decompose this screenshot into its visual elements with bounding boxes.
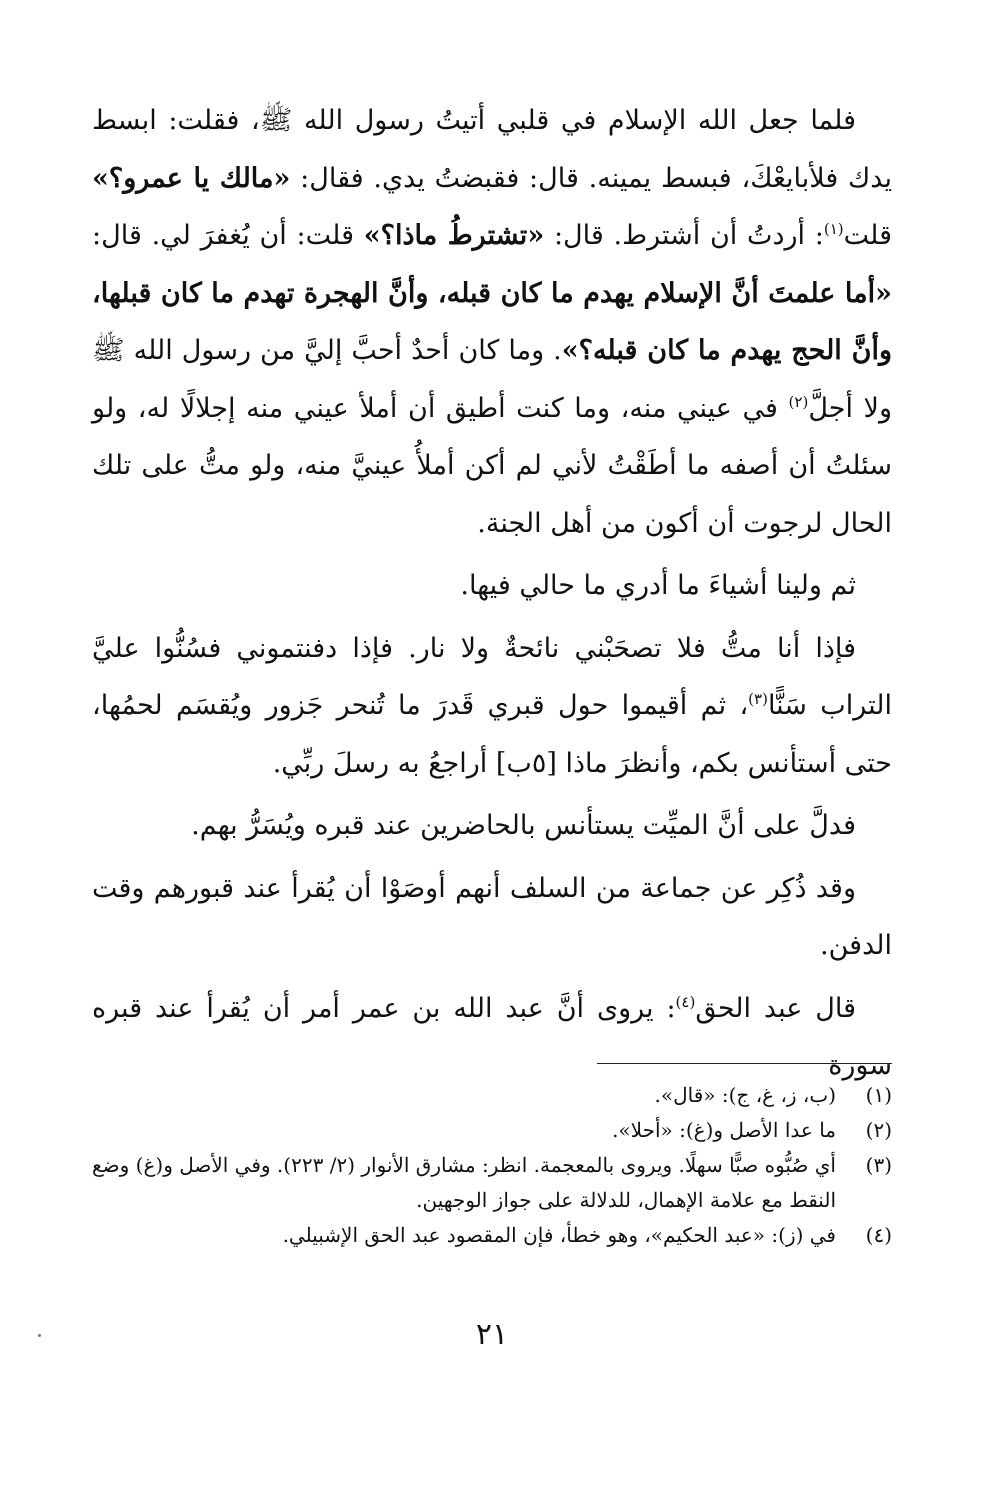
- scan-speck: [38, 1334, 41, 1337]
- footnote: [92, 1148, 892, 1218]
- footnote-text: في (ز): «عبد الحكيم»، وهو خطأ، فإن المقصود عبد الحق الإشبيلي.: [282, 1223, 836, 1247]
- text-segment: قلت: [843, 220, 893, 251]
- footnote-marker: (٤): [675, 992, 696, 1011]
- footnote-number: (٣): [865, 1153, 892, 1177]
- footnote: [92, 1218, 892, 1253]
- main-text: [92, 92, 892, 1100]
- footnote: [92, 1078, 892, 1113]
- footnote-marker: (٢): [788, 392, 809, 411]
- footnote-marker: (١): [823, 220, 844, 238]
- hadith-quote: «مالك يا عمرو؟»: [92, 162, 291, 194]
- footnote-number: (١): [865, 1083, 892, 1107]
- footnote: [92, 1113, 892, 1148]
- text-segment: . وما كان أحدٌ أحبَّ إليَّ من رسول الله ﷺ ولا أجلَّ: [92, 335, 892, 424]
- text-segment: قال عبد الحق: [695, 992, 856, 1024]
- text-segment: ، ثم أقيموا حول قبري قَدرَ ما تُنحر جَزور ويُقسَم لحمُها، حتى أستأنس بكم، وأنظرَ ماذا [٥ب] أراجعُ به رسلَ ربِّي.: [92, 690, 892, 779]
- text-segment: وقد ذُكِر عن جماعة من السلف أنهم أوصَوْا أن يُقرأ عند قبورهم وقت الدفن.: [92, 872, 892, 961]
- text-segment: : أردتُ أن أشترط. قال:: [544, 220, 824, 251]
- text-segment: فإذا أنا متُّ فلا تصحَبْني نائحةٌ ولا نار. فإذا دفنتموني فسُنُّوا عليَّ التراب سَنًّا: [92, 632, 892, 721]
- footnote-text: ما عدا الأصل و(غ): «أحلا».: [612, 1118, 836, 1142]
- paragraph: [92, 557, 892, 615]
- footnote-text: (ب، ز، غ، ج): «قال».: [654, 1083, 836, 1107]
- text-segment: فلما جعل الله الإسلام في قلبي أتيتُ رسول الله ﷺ، فقلت: ابسط يدك فلأبايعْكَ، فبسط يمينه. قال: فقبضتُ يدي. فقال:: [92, 105, 892, 194]
- paragraph: [92, 92, 892, 552]
- paragraph: [92, 620, 892, 793]
- footnote-number: (٢): [865, 1118, 892, 1142]
- text-segment: قلت: أن يُغفرَ لي. قال:: [92, 220, 364, 251]
- paragraph: [92, 797, 892, 855]
- footnote-number: (٤): [865, 1223, 892, 1247]
- footnote-text: أي صُبُّوه صبًّا سهلًا. ويروى بالمعجمة. انظر: مشارق الأنوار (٢/ ٢٢٣). وفي الأصل و(غ) وضع النقط مع علامة الإهمال، للدلالة على جواز الوجهين.: [92, 1153, 836, 1212]
- text-segment: في عيني منه، وما كنت أطيق أن أملأ عيني منه إجلالًا له، ولو سئلتُ أن أصفه ما أطَقْتُ لأني لم أكن أملأُ عينيَّ منه، ولو متُّ على تلك الحال لرجوت أن أكون من أهل الجنة.: [92, 392, 892, 539]
- text-segment: ثم ولينا أشياءَ ما أدري ما حالي فيها.: [460, 570, 856, 601]
- footnotes: [92, 1078, 892, 1253]
- footnote-separator: [597, 1063, 892, 1064]
- hadith-quote: «أما علمتَ أنَّ الإسلام يهدم ما كان قبله، وأنَّ الهجرة تهدم ما كان قبلها، وأنَّ الحج يهدم ما كان قبله؟»: [92, 277, 893, 366]
- footnote-marker: (٣): [748, 690, 768, 708]
- text-segment: : يروى أنَّ عبد الله بن عمر أمر أن يُقرأ عند قبره سورة: [92, 992, 892, 1081]
- hadith-quote: «تشترطُ ماذا؟»: [363, 220, 545, 251]
- text-segment: فدلَّ على أنَّ الميِّت يستأنس بالحاضرين عند قبره ويُسَرُّ بهم.: [191, 810, 856, 841]
- page-number: ٢١: [475, 1317, 509, 1352]
- paragraph: [92, 860, 892, 975]
